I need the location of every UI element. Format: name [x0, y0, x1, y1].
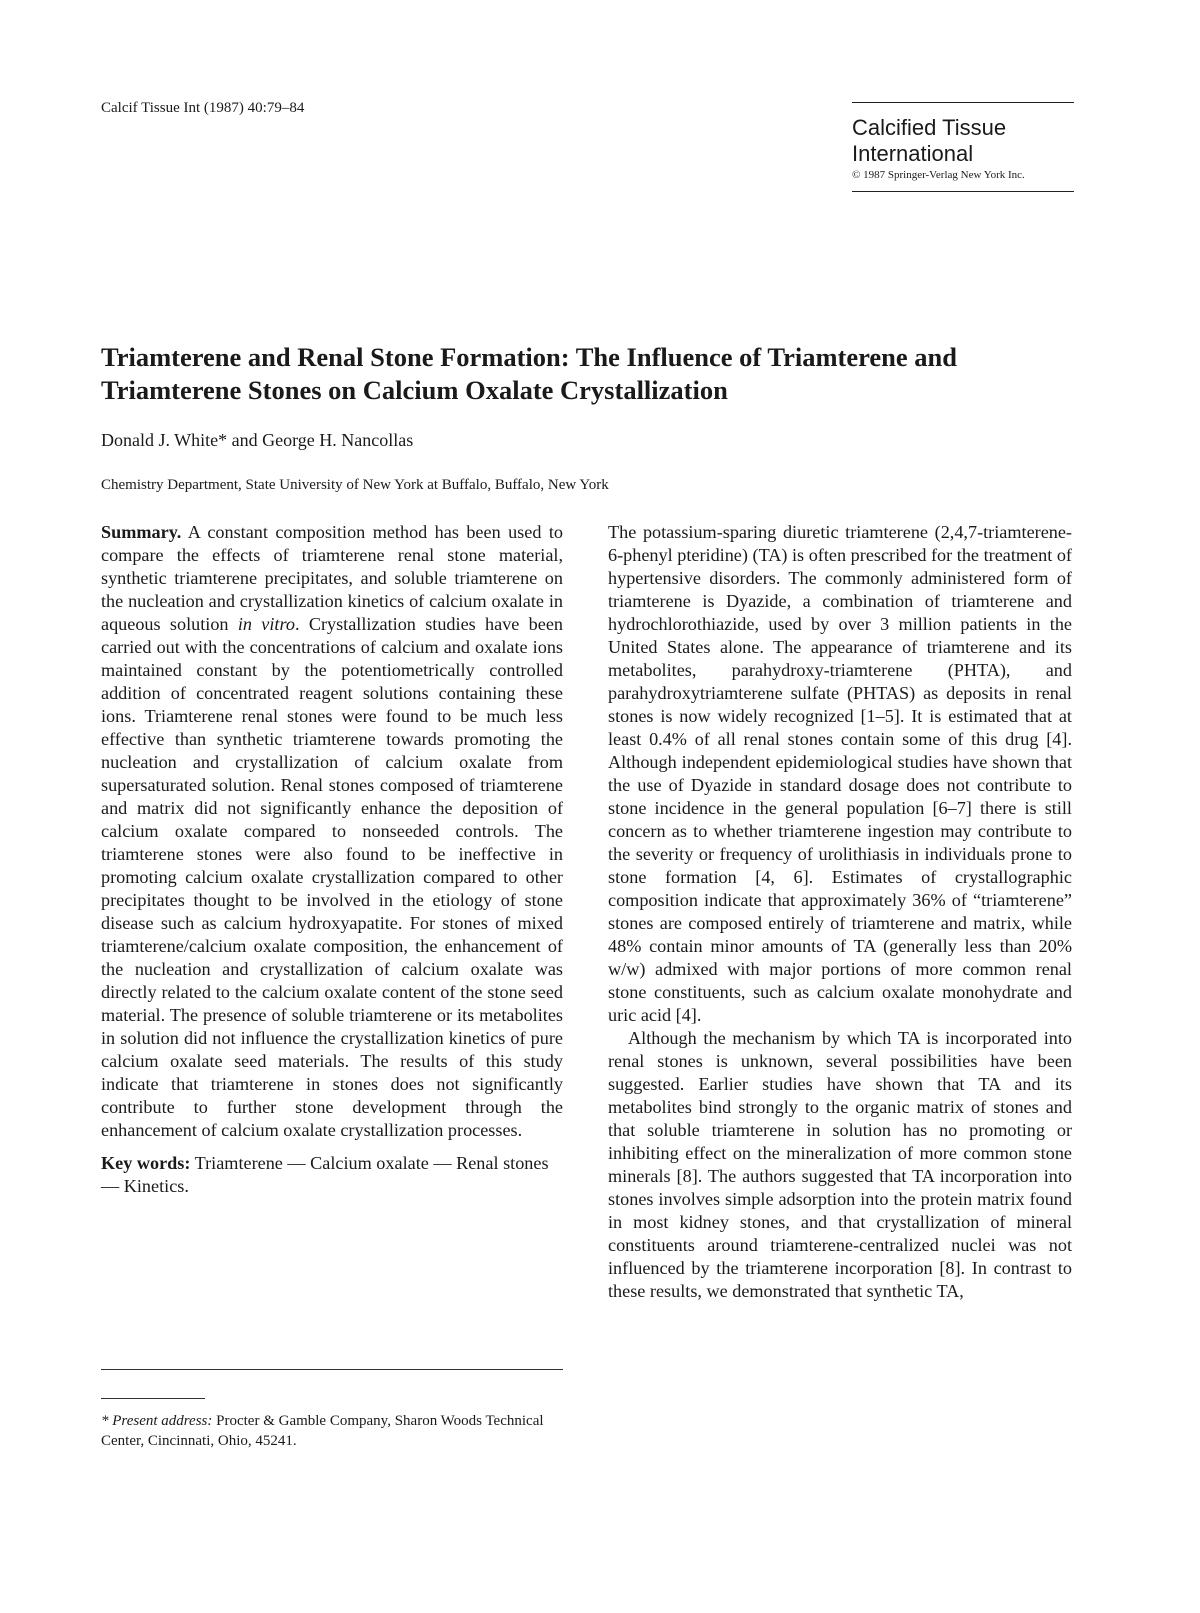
affiliation: Chemistry Department, State University of New York at Buffalo, Buffalo, New York	[101, 477, 609, 493]
journal-citation: Calcif Tissue Int (1987) 40:79–84	[101, 100, 305, 116]
summary-text-1: A constant composition method has been used to compare the effects of triamterene renal stone material, synthetic triamterene precipitates, and soluble triamterene on the nucleation and crystallization kinetics of calcium oxalate in aqueous solution	[101, 522, 563, 634]
keywords-label: Key words:	[101, 1153, 191, 1173]
footnote-rule	[101, 1398, 205, 1399]
journal-masthead	[852, 102, 1074, 192]
footnote-text: Procter & Gamble Company, Sharon Woods Technical Center, Cincinnati, Ohio, 45241.	[101, 1413, 544, 1449]
footnote-label: * Present address:	[101, 1413, 213, 1429]
right-column	[608, 521, 1072, 1303]
authors: Donald J. White* and George H. Nancollas	[101, 430, 414, 450]
masthead-bottom-rule	[852, 191, 1074, 192]
body-paragraph-1: The potassium-sparing diuretic triamterene (2,4,7-triamterene-6-phenyl pteridine) (TA) is often prescribed for the treatment of hypertensive disorders. The commonly administered form of triamterene is Dyazide, a combination of triamterene and hydrochlorothiazide, used by over 3 million patients in the United States alone. The appearance of triamterene and its metabolites, parahydroxy-triamterene (PHTA), and parahydroxytriamterene sulfate (PHTAS) as deposits in renal stones is now widely recognized [1–5]. It is estimated that at least 0.4% of all renal stones contain some of this drug [4]. Although independent epidemiological studies have shown that the use of Dyazide in standard dosage does not contribute to stone incidence in the general population [6–7] there is still concern as to whether triamterene ingestion may contribute to the severity or frequency of urolithiasis in individuals prone to stone formation [4, 6]. Estimates of crystallographic composition indicate that approximately 36% of “triamterene” stones are composed entirely of triamterene and matrix, while 48% contain minor amounts of TA (generally less than 20% w/w) admixed with major portions of more common renal stone constituents, such as calcium oxalate monohydrate and uric acid [4].	[608, 522, 1072, 1025]
summary-text-2: . Crystallization studies have been carried out with the concentrations of calcium and oxalate ions maintained constant by the potentiometrically controlled addition of concentrated reagent solutions containing these ions. Triamterene renal stones were found to be much less effective than synthetic triamterene towards promoting the nucleation and crystallization of calcium oxalate from supersaturated solution. Renal stones composed of triamterene and matrix did not significantly enhance the deposition of calcium oxalate compared to nonseeded controls. The triamterene stones were also found to be ineffective in promoting calcium oxalate crystallization compared to other precipitates thought to be involved in the etiology of stone disease such as calcium hydroxyapatite. For stones of mixed triamterene/calcium oxalate composition, the enhancement of the nucleation and crystallization of calcium oxalate was directly related to the calcium oxalate content of the stone seed material. The presence of soluble triamterene or its metabolites in solution did not influence the crystallization kinetics of pure calcium oxalate seed materials. The results of this study indicate that triamterene in stones does not significantly contribute to further stone development through the enhancement of calcium oxalate crystallization processes.	[101, 614, 563, 1140]
journal-name-line2: International	[852, 141, 974, 166]
body-paragraph-2: Although the mechanism by which TA is incorporated into renal stones is unknown, several possibilities have been suggested. Earlier studies have shown that TA and its metabolites bind strongly to the organic matrix of stones and that soluble triamterene in solution has no promoting or inhibiting effect on the mineralization of more common stone minerals [8]. The authors suggested that TA incorporation into stones involves simple adsorption into the protein matrix found in most kidney stones, and that crystallization of mineral constituents around triamterene-centralized nuclei was not influenced by the triamterene incorporation [8]. In contrast to these results, we demonstrated that synthetic TA,	[608, 1028, 1072, 1301]
masthead-top-rule	[852, 102, 1074, 103]
keywords	[101, 1152, 563, 1198]
title-line2: Triamterene Stones on Calcium Oxalate Crystallization	[101, 375, 728, 405]
copyright-notice: © 1987 Springer-Verlag New York Inc.	[852, 169, 1025, 181]
column-divider-rule	[101, 1369, 563, 1370]
keywords-text: Triamterene — Calcium oxalate — Renal stones — Kinetics.	[101, 1153, 549, 1196]
left-column	[101, 521, 563, 1198]
summary-paragraph	[101, 521, 563, 1142]
article-title	[101, 341, 1061, 407]
journal-name-line1: Calcified Tissue	[852, 115, 1007, 140]
footnote	[101, 1411, 563, 1451]
summary-label: Summary.	[101, 522, 182, 542]
journal-name	[852, 115, 1074, 167]
title-line1: Triamterene and Renal Stone Formation: The Influence of Triamterene and	[101, 342, 958, 372]
summary-italic: in vitro	[237, 614, 295, 634]
